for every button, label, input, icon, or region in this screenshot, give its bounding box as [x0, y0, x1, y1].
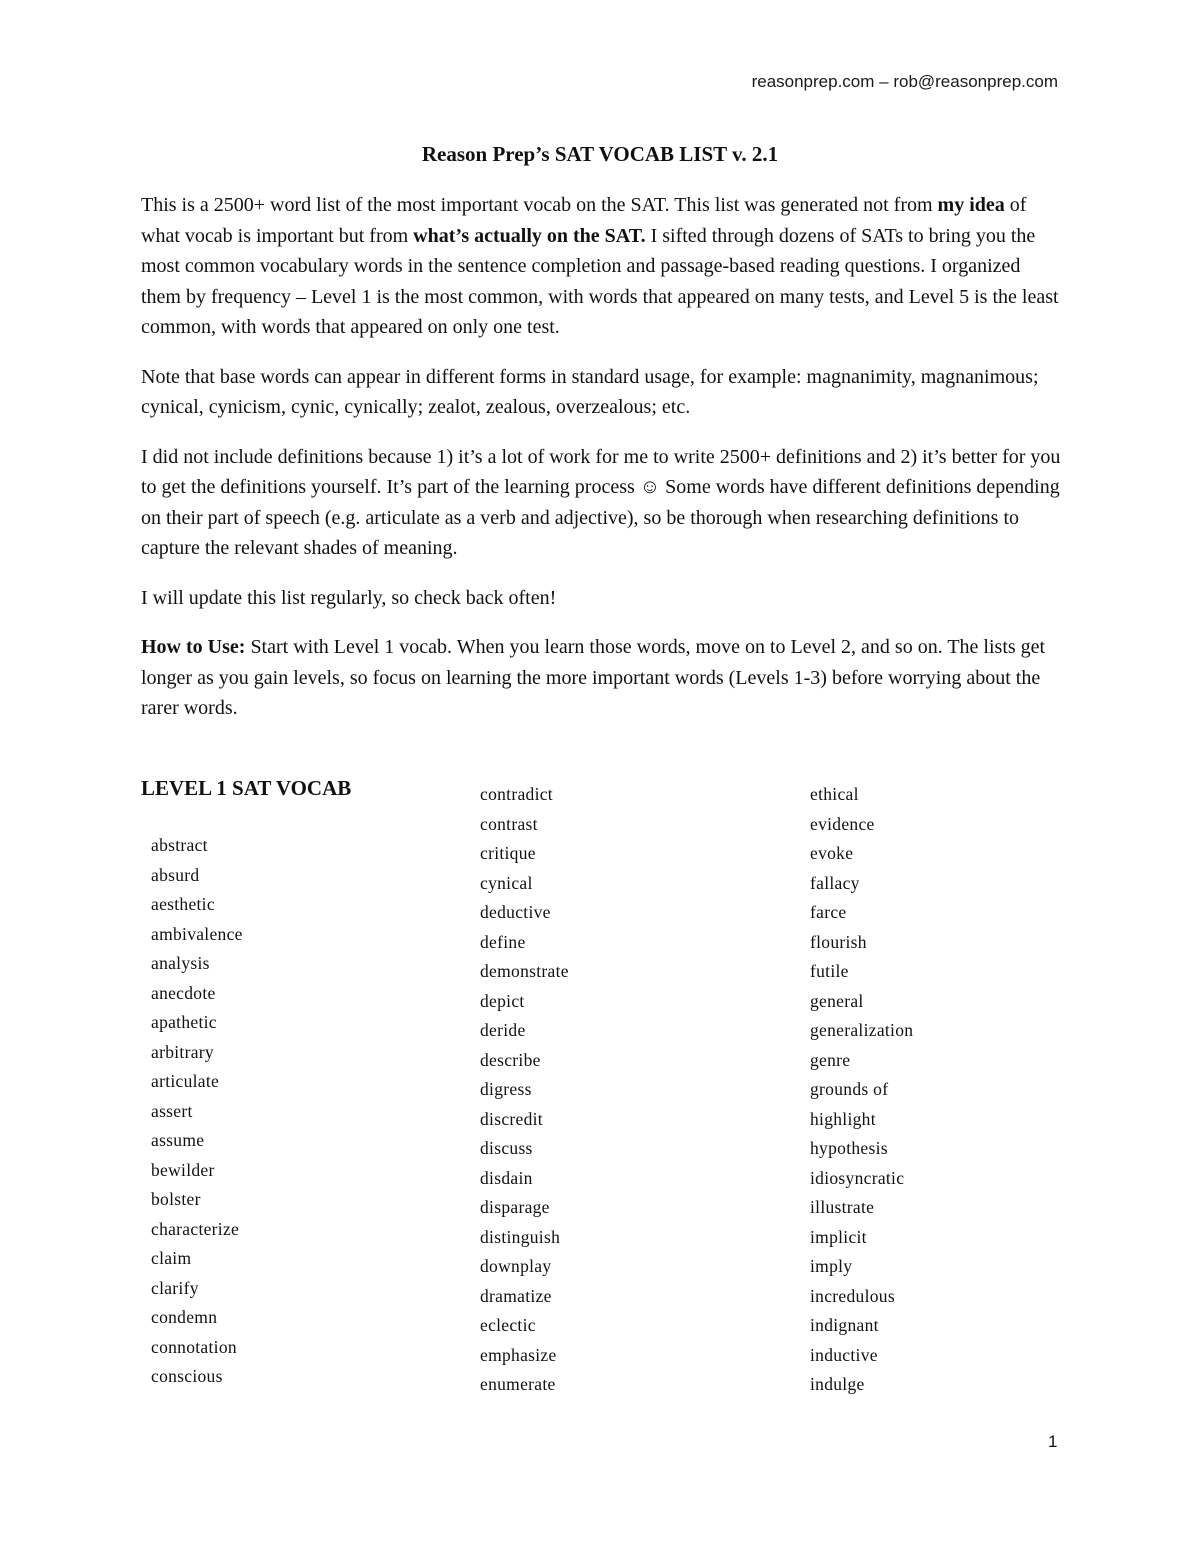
vocab-word: generalization — [810, 1020, 914, 1040]
vocab-word: anecdote — [151, 982, 216, 1003]
vocab-word: evidence — [810, 813, 875, 834]
vocab-column-1 — [151, 831, 243, 1392]
how-to-use-label: How to Use: — [141, 636, 246, 658]
page-number: 1 — [1048, 1432, 1058, 1451]
vocab-word: hypothesis — [810, 1138, 888, 1158]
intro-p1-text-c: I sifted through dozens of SATs to bring you the most common vocabulary words in the sentence completion and passage-based reading questions. I organized them by frequency – Level 1 is the most common, with words that appeared on many tests, and Level 5 is the least common, with words that appeared on only one test. — [141, 224, 1059, 338]
how-to-use-paragraph — [141, 632, 1061, 724]
vocab-word: indignant — [810, 1315, 879, 1335]
vocab-word: contradict — [480, 784, 553, 804]
intro-text — [141, 190, 1061, 743]
vocab-word: farce — [810, 902, 847, 922]
vocab-word: eclectic — [480, 1315, 536, 1335]
vocab-word: bewilder — [151, 1159, 215, 1180]
vocab-column-3 — [810, 780, 913, 1400]
vocab-word: ethical — [810, 784, 859, 804]
vocab-word: abstract — [151, 835, 208, 855]
vocab-word: disparage — [480, 1197, 550, 1217]
intro-paragraph-1 — [141, 190, 1061, 343]
vocab-word: discuss — [480, 1138, 533, 1158]
intro-p1-text-a: This is a 2500+ word list of the most important vocab on the SAT. This list was generated not from — [141, 194, 938, 216]
vocab-word: inductive — [810, 1344, 878, 1365]
vocab-word: bolster — [151, 1189, 201, 1209]
intro-p1-text-b: of what vocab is important but from — [141, 194, 1027, 247]
vocab-word: emphasize — [480, 1344, 557, 1365]
how-to-use-text: Start with Level 1 vocab. When you learn those words, move on to Level 2, and so on. The lists get longer as you gain levels, so focus on learning the more important words (Levels 1-3) before worrying about the rarer words. — [141, 636, 1046, 719]
vocab-word: assert — [151, 1100, 193, 1121]
vocab-word: contrast — [480, 813, 538, 834]
vocab-word: incredulous — [810, 1285, 895, 1306]
vocab-word: define — [480, 931, 526, 952]
intro-paragraph-2: Note that base words can appear in different forms in standard usage, for example: magnanimity, magnanimous; cynical, cynicism, cynic, cynically; zealot, zealous, overzealous; etc. — [141, 365, 1039, 418]
vocab-word: grounds of — [810, 1079, 889, 1099]
vocab-word: indulge — [810, 1374, 865, 1394]
vocab-word: assume — [151, 1130, 205, 1150]
vocab-word: critique — [480, 843, 536, 863]
vocab-word: illustrate — [810, 1197, 875, 1217]
vocab-word: articulate — [151, 1071, 220, 1091]
vocab-word: describe — [480, 1049, 541, 1070]
vocab-word: digress — [480, 1079, 532, 1099]
vocab-word: enumerate — [480, 1374, 556, 1394]
vocab-word: apathetic — [151, 1012, 217, 1032]
vocab-word: dramatize — [480, 1285, 552, 1306]
vocab-column-2 — [480, 780, 569, 1400]
vocab-word: deductive — [480, 902, 551, 922]
document-title: Reason Prep’s SAT VOCAB LIST v. 2.1 — [421, 142, 779, 166]
page-header: reasonprep.com – rob@reasonprep.com — [751, 72, 1058, 91]
vocab-word: absurd — [151, 864, 200, 885]
intro-p1-bold-actual-sat: what’s actually on the SAT. — [413, 224, 646, 247]
vocab-word: ambivalence — [151, 923, 243, 944]
vocab-word: connotation — [151, 1336, 237, 1357]
vocab-word: cynical — [480, 872, 533, 893]
vocab-word: deride — [480, 1020, 526, 1040]
vocab-word: characterize — [151, 1218, 240, 1239]
intro-p1-bold-my-idea: my idea — [937, 194, 1005, 216]
vocab-word: distinguish — [480, 1226, 561, 1247]
vocab-word: general — [810, 990, 864, 1011]
vocab-word: analysis — [151, 953, 210, 973]
vocab-word: conscious — [151, 1366, 223, 1386]
vocab-word: aesthetic — [151, 894, 215, 914]
intro-paragraph-4: I will update this list regularly, so check back often! — [141, 586, 557, 609]
vocab-word: depict — [480, 990, 525, 1011]
vocab-word: futile — [810, 961, 849, 981]
vocab-word: evoke — [810, 843, 854, 863]
vocab-word: imply — [810, 1256, 853, 1276]
level-1-heading: LEVEL 1 SAT VOCAB — [141, 776, 352, 800]
vocab-word: condemn — [151, 1307, 218, 1327]
vocab-word: idiosyncratic — [810, 1167, 905, 1188]
vocab-word: fallacy — [810, 872, 860, 893]
vocab-word: implicit — [810, 1226, 867, 1247]
vocab-word: discredit — [480, 1108, 543, 1129]
vocab-word: flourish — [810, 931, 867, 952]
vocab-word: demonstrate — [480, 961, 569, 981]
vocab-word: downplay — [480, 1256, 552, 1276]
vocab-word: arbitrary — [151, 1041, 214, 1062]
vocab-word: clarify — [151, 1277, 199, 1298]
vocab-word: claim — [151, 1248, 192, 1268]
intro-paragraph-3: I did not include definitions because 1) it’s a lot of work for me to write 2500+ definitions and 2) it’s better for you to get the definitions yourself. It’s part of the learning process ☺ Some words have different definitions depending on their part of speech (e.g. articulate as a verb and adjective), so be thorough when researching definitions to capture the relevant shades of meaning. — [141, 445, 1061, 559]
vocab-word: highlight — [810, 1108, 876, 1129]
vocab-word: disdain — [480, 1167, 533, 1188]
vocab-word: genre — [810, 1049, 851, 1070]
